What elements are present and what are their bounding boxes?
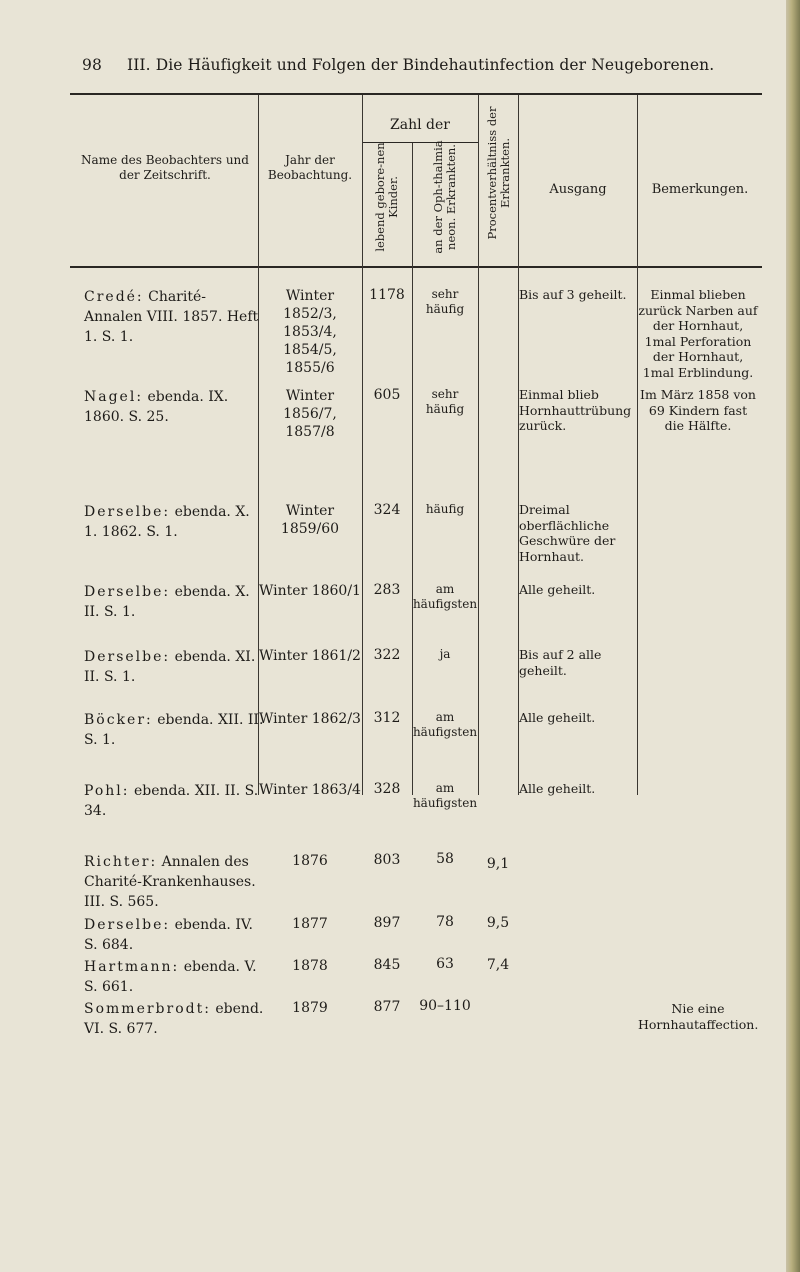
percent-value: 7,4 xyxy=(486,957,510,973)
born-count: 283 xyxy=(373,582,401,598)
observation-year: 1878 xyxy=(292,958,328,974)
observation-year: 1876 xyxy=(292,853,328,869)
born-count: 845 xyxy=(373,957,401,973)
journal-reference: ebend. VI. S. 677. xyxy=(84,1001,264,1037)
outcome-text: Alle geheilt. xyxy=(519,582,596,597)
outcome-text: Alle geheilt. xyxy=(519,781,596,796)
born-count: 324 xyxy=(373,502,401,518)
journal-reference: ebenda. X. 1. 1862. S. 1. xyxy=(84,504,250,540)
ophthalmia-count: 90–110 xyxy=(419,998,471,1014)
observer-name: Derselbe: xyxy=(84,504,171,520)
column-rule xyxy=(518,95,519,795)
observation-year: 1877 xyxy=(292,916,328,932)
table-row-name xyxy=(84,502,264,542)
outcome-text: Einmal blieb Hornhauttrübung zurück. xyxy=(519,387,632,433)
observer-name: Sommerbrodt: xyxy=(84,1001,211,1017)
table-row-name xyxy=(84,999,264,1039)
observer-name: Pohl: xyxy=(84,783,130,799)
observer-name: Derselbe: xyxy=(84,649,171,665)
ophthalmia-count: am häufigsten xyxy=(412,781,478,810)
observation-year: Winter 1863/4 xyxy=(259,782,361,798)
column-rule xyxy=(362,95,363,795)
born-count: 312 xyxy=(373,710,401,726)
born-count: 877 xyxy=(373,999,401,1015)
col-header-zahl-der: Zahl der xyxy=(390,117,450,133)
table-row-name xyxy=(84,647,264,687)
running-title: III. Die Häufigkeit und Folgen der Bindehautinfection der Neugeborenen. xyxy=(126,56,715,74)
journal-reference: ebenda. IV. S. 684. xyxy=(84,917,253,953)
table-row-name xyxy=(84,387,264,427)
ophthalmia-count: 58 xyxy=(436,851,454,867)
observer-name: Derselbe: xyxy=(84,917,171,933)
journal-reference: ebenda. V. S. 661. xyxy=(84,959,257,995)
ophthalmia-count: häufig xyxy=(425,502,465,516)
observer-name: Credé: xyxy=(84,289,144,305)
journal-reference: ebenda. X. II. S. 1. xyxy=(84,584,250,620)
observation-year: Winter 1862/3 xyxy=(259,711,361,727)
observer-name: Derselbe: xyxy=(84,584,171,600)
born-count: 897 xyxy=(373,915,401,931)
journal-reference: ebenda. XII. II. S. 34. xyxy=(84,783,259,819)
col-header-percent: Procentverhältniss der Erkrankten. xyxy=(485,106,512,240)
observation-year: 1879 xyxy=(292,1000,328,1016)
ophthalmia-count: sehr häufig xyxy=(425,387,465,416)
table-row-name xyxy=(84,710,264,750)
journal-reference: ebenda. XI. II. S. 1. xyxy=(84,649,256,685)
journal-reference: Annalen des Charité-Krankenhauses. III. S. 565. xyxy=(84,854,256,910)
column-rule xyxy=(478,95,479,795)
remarks-text: Einmal blieben zurück Narben auf der Hornhaut, 1mal Perforation der Hornhaut, 1mal Erblindung. xyxy=(638,287,758,380)
col-header-oph: an der Oph-thalmia neon. Erkrankten. xyxy=(431,140,458,254)
born-count: 803 xyxy=(373,852,401,868)
table-row-name xyxy=(84,852,264,912)
table-row-name xyxy=(84,957,264,997)
observation-year: Winter 1852/3, 1853/4, 1854/5, 1855/6 xyxy=(283,288,337,376)
outcome-text: Bis auf 3 geheilt. xyxy=(519,287,627,302)
observer-name: Richter: xyxy=(84,854,158,870)
born-count: 1178 xyxy=(369,287,405,303)
outcome-text: Alle geheilt. xyxy=(519,710,596,725)
col-header-born: lebend gebore-nen Kinder. xyxy=(373,142,400,252)
page-number: 98 xyxy=(82,56,102,74)
col-header-outcome: Ausgang xyxy=(549,182,607,197)
col-header-remarks: Bemerkungen. xyxy=(651,182,749,197)
remarks-text: Im März 1858 von 69 Kindern fast die Hälfte. xyxy=(640,387,756,433)
journal-reference: Charité-Annalen VIII. 1857. Heft 1. S. 1. xyxy=(84,289,259,345)
ophthalmia-count: sehr häufig xyxy=(425,287,465,316)
header-bottom-rule xyxy=(70,266,762,268)
running-header xyxy=(82,56,762,74)
percent-value: 9,1 xyxy=(486,856,510,872)
ophthalmia-count: ja xyxy=(439,647,451,661)
born-count: 328 xyxy=(373,781,401,797)
born-count: 605 xyxy=(373,387,401,403)
table-row-name xyxy=(84,287,264,347)
percent-value: 9,5 xyxy=(486,915,510,931)
outcome-text: Dreimal oberflächliche Geschwüre der Hornhaut. xyxy=(519,502,616,564)
column-rule xyxy=(412,143,413,795)
ophthalmia-count: 63 xyxy=(436,956,454,972)
observation-year: Winter 1856/7, 1857/8 xyxy=(283,388,337,440)
observer-name: Böcker: xyxy=(84,712,153,728)
page-edge xyxy=(786,0,800,1272)
column-rule xyxy=(637,95,638,795)
observation-year: Winter 1860/1 xyxy=(259,583,361,599)
observer-name: Nagel: xyxy=(84,389,144,405)
remarks-text: Nie eine Hornhautaffection. xyxy=(638,1001,759,1032)
table-top-rule xyxy=(70,93,762,95)
observation-year: Winter 1859/60 xyxy=(280,503,340,537)
born-count: 322 xyxy=(373,647,401,663)
journal-reference: ebenda. XII. II. S. 1. xyxy=(84,712,264,748)
column-rule xyxy=(258,95,259,795)
outcome-text: Bis auf 2 alle geheilt. xyxy=(519,647,602,678)
col-header-year: Jahr der Beobachtung. xyxy=(267,153,353,182)
table-row-name xyxy=(84,781,264,821)
ophthalmia-count: am häufigsten xyxy=(412,710,478,739)
journal-reference: ebenda. IX. 1860. S. 25. xyxy=(84,389,229,425)
ophthalmia-count: am häufigsten xyxy=(412,582,478,611)
observer-name: Hartmann: xyxy=(84,959,180,975)
table-row-name xyxy=(84,915,264,955)
col-header-name: Name des Beobachters und der Zeitschrift. xyxy=(81,153,249,182)
ophthalmia-count: 78 xyxy=(436,914,454,930)
observation-year: Winter 1861/2 xyxy=(259,648,361,664)
table-row-name xyxy=(84,582,264,622)
